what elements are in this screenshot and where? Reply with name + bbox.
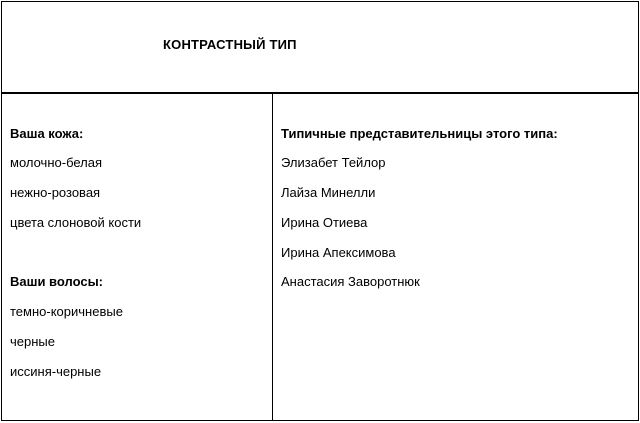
hair-item: иссиня-черные	[10, 364, 102, 379]
representative-item: Ирина Отиева	[281, 215, 368, 230]
representative-item: Анастасия Заворотнюк	[281, 274, 420, 289]
header-box	[1, 1, 639, 94]
hair-item: черные	[10, 334, 55, 349]
representatives-heading: Типичные представительницы этого типа:	[281, 126, 558, 141]
representative-item: Лайза Минелли	[281, 185, 376, 200]
representative-item: Ирина Апексимова	[281, 245, 396, 260]
skin-item: молочно-белая	[10, 155, 103, 170]
hair-item: темно-коричневые	[10, 304, 123, 319]
page-title: КОНТРАСТНЫЙ ТИП	[163, 37, 297, 52]
hair-heading: Ваши волосы:	[10, 274, 104, 289]
skin-item: цвета слоновой кости	[10, 215, 142, 230]
column-divider	[272, 94, 273, 420]
content-table	[1, 94, 639, 421]
skin-heading: Ваша кожа:	[10, 126, 84, 141]
skin-item: нежно-розовая	[10, 185, 101, 200]
representative-item: Элизабет Тейлор	[281, 155, 386, 170]
